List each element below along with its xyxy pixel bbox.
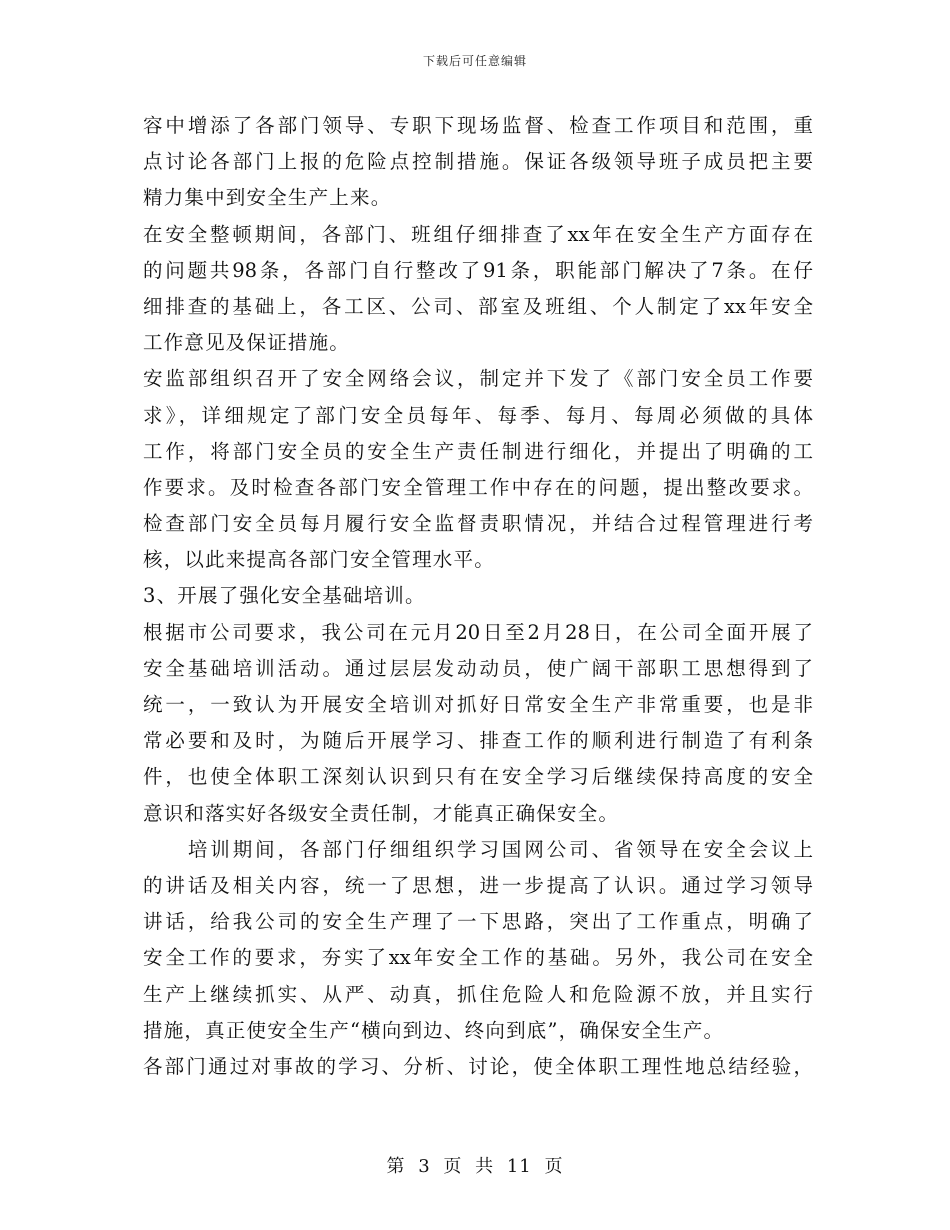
text-line: 各部门通过对事故的学习、分析、讨论，使全体职工理性地总结经验， <box>143 1054 813 1078</box>
text-line: 作要求。及时检查各部门安全管理工作中存在的问题，提出整改要求。 <box>143 475 813 499</box>
text-line: 精力集中到安全生产上来。 <box>143 186 392 210</box>
page-footer: 第 3 页 共 11 页 <box>386 1156 564 1177</box>
text-line: 求》，详细规定了部门安全员每年、每季、每月、每周必须做的具体 <box>143 403 813 427</box>
text-line: 的问题共98条，各部门自行整改了91条，职能部门解决了7条。在仔 <box>143 258 813 282</box>
text-line: 3、开展了强化安全基础培训。 <box>143 584 426 608</box>
text-line: 检查部门安全员每月履行安全监督责职情况，并结合过程管理进行考 <box>143 512 813 536</box>
text-line: 意识和落实好各级安全责任制，才能真正确保安全。 <box>143 801 620 825</box>
text-line: 工作意见及保证措施。 <box>143 331 351 355</box>
text-line: 安监部组织召开了安全网络会议，制定并下发了《部门安全员工作要 <box>143 367 813 391</box>
text-line: 件，也使全体职工深刻认识到只有在安全学习后继续保持高度的安全 <box>143 765 813 789</box>
text-line: 点讨论各部门上报的危险点控制措施。保证各级领导班子成员把主要 <box>143 150 813 174</box>
text-line: 安全工作的要求，夯实了xx年安全工作的基础。另外，我公司在安全 <box>143 946 813 970</box>
text-line: 核，以此来提高各部门安全管理水平。 <box>143 548 495 572</box>
page-header: 下载后可任意编辑 <box>422 54 527 68</box>
text-line: 培训期间，各部门仔细组织学习国网公司、省领导在安全会议上 <box>143 837 813 861</box>
text-line: 措施，真正使安全生产“横向到边、终向到底”，确保安全生产。 <box>143 1018 725 1042</box>
text-line: 细排查的基础上，各工区、公司、部室及班组、个人制定了xx年安全 <box>143 294 813 318</box>
text-line: 工作，将部门安全员的安全生产责任制进行细化，并提出了明确的工 <box>143 439 813 463</box>
text-line: 讲话，给我公司的安全生产理了一下思路，突出了工作重点，明确了 <box>143 910 813 934</box>
document-body <box>143 108 813 1085</box>
text-line: 常必要和及时，为随后开展学习、排查工作的顺利进行制造了有利条 <box>143 729 813 753</box>
text-line: 统一，一致认为开展安全培训对抓好日常安全生产非常重要，也是非 <box>143 693 813 716</box>
text-line: 的讲话及相关内容，统一了思想，进一步提高了认识。通过学习领导 <box>143 873 813 897</box>
text-line: 生产上继续抓实、从严、动真，抓住危险人和危险源不放，并且实行 <box>143 982 813 1006</box>
text-line: 在安全整顿期间，各部门、班组仔细排查了xx年在安全生产方面存在 <box>143 222 813 246</box>
text-line: 安全基础培训活动。通过层层发动动员，使广阔干部职工思想得到了 <box>143 656 813 680</box>
text-line: 根据市公司要求，我公司在元月20日至2月28日，在公司全面开展了 <box>143 620 813 644</box>
text-line: 容中增添了各部门领导、专职下现场监督、检查工作项目和范围，重 <box>143 114 813 137</box>
